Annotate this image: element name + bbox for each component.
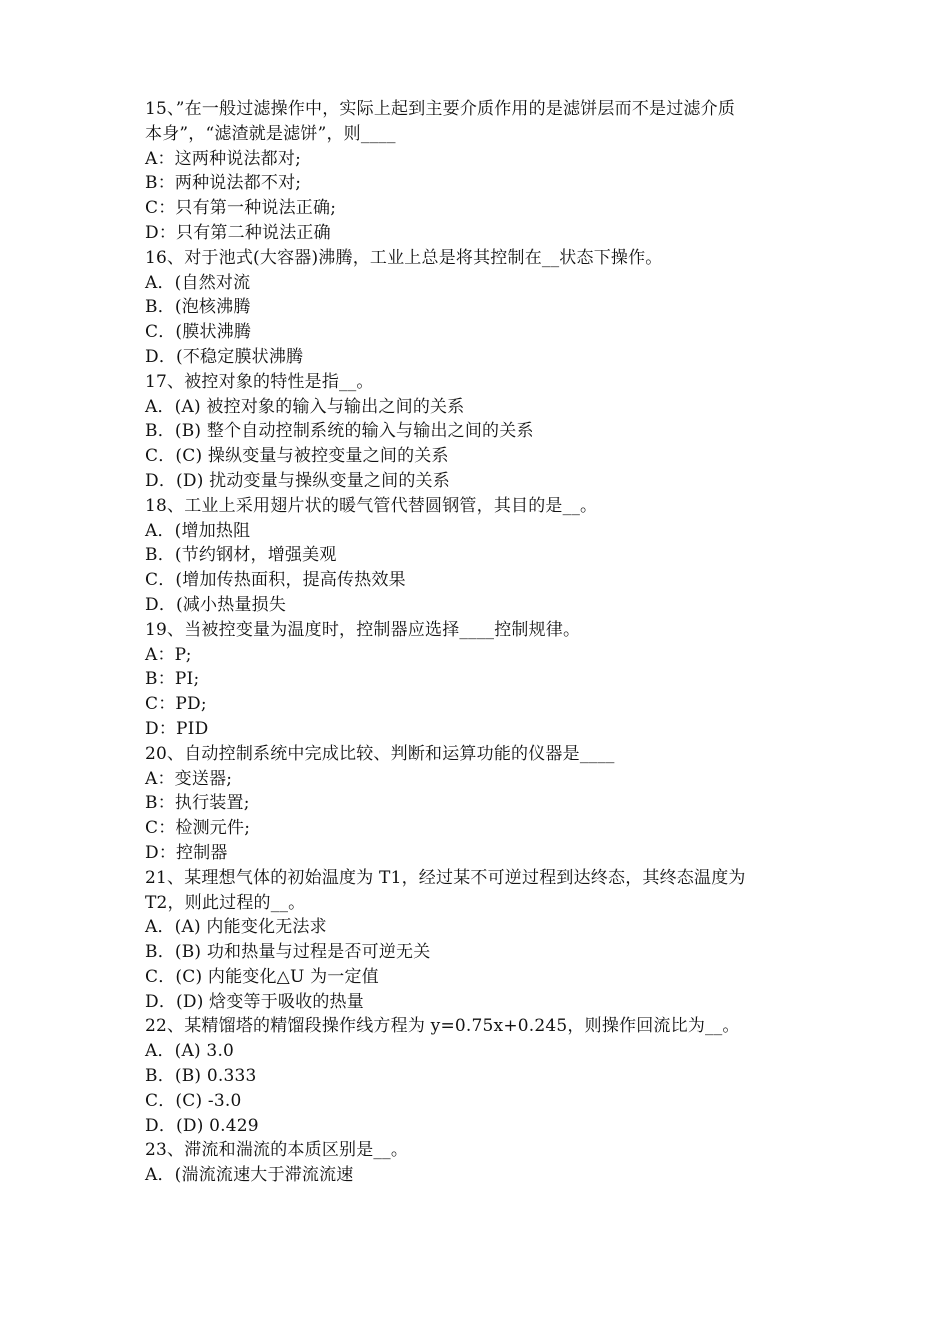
option-b: B：执行装置; (145, 793, 250, 814)
question-22 (145, 1014, 825, 1138)
question-text: T2，则此过程的__。 (145, 892, 306, 913)
option-c: C．(膜状沸腾 (145, 322, 252, 343)
option-b: B：PI; (145, 669, 200, 690)
question-16 (145, 246, 825, 370)
question-23 (145, 1138, 825, 1188)
question-text: 16、对于池式(大容器)沸腾，工业上总是将其控制在__状态下操作。 (145, 247, 663, 268)
option-c: C．(增加传热面积，提高传热效果 (145, 570, 406, 591)
question-text: 15、”在一般过滤操作中，实际上起到主要介质作用的是滤饼层而不是过滤介质 (145, 99, 736, 119)
question-17 (145, 370, 825, 494)
question-20 (145, 742, 825, 866)
option-b: B．(B) 整个自动控制系统的输入与输出之间的关系 (145, 421, 534, 442)
option-b: B：两种说法都不对; (145, 173, 302, 194)
option-d: D．(不稳定膜状沸腾 (145, 346, 304, 367)
option-a: A．(A) 内能变化无法求 (145, 917, 327, 938)
option-b: B．(节约钢材，增强美观 (145, 545, 337, 566)
option-c: C：检测元件; (145, 818, 251, 839)
question-15 (145, 97, 825, 246)
question-text: 20、自动控制系统中完成比较、判断和运算功能的仪器是____ (145, 743, 615, 764)
option-a: A．(自然对流 (145, 272, 251, 293)
option-d: D．(减小热量损失 (145, 594, 287, 615)
question-text: 18、工业上采用翅片状的暖气管代替圆钢管，其目的是__。 (145, 495, 598, 516)
option-a: A：P; (145, 644, 192, 665)
option-a: A．(增加热阻 (145, 520, 251, 541)
option-d: D．(D) 焓变等于吸收的热量 (145, 991, 364, 1012)
option-a: A．(A) 3.0 (145, 1041, 235, 1062)
option-d: D：PID (145, 718, 209, 739)
option-b: B．(泡核沸腾 (145, 297, 251, 318)
question-21 (145, 866, 825, 1015)
document-page (145, 97, 825, 1188)
option-d: D．(D) 扰动变量与操纵变量之间的关系 (145, 470, 450, 491)
option-a: A：变送器; (145, 768, 233, 789)
option-c: C．(C) 操纵变量与被控变量之间的关系 (145, 446, 449, 467)
option-a: A：这两种说法都对; (145, 148, 302, 169)
option-d: D．(D) 0.429 (145, 1115, 259, 1136)
option-d: D：控制器 (145, 842, 228, 863)
question-18 (145, 494, 825, 618)
option-b: B．(B) 功和热量与过程是否可逆无关 (145, 942, 431, 963)
option-a: A．(A) 被控对象的输入与输出之间的关系 (145, 396, 465, 417)
question-text: 21、某理想气体的初始温度为 T1，经过某不可逆过程到达终态，其终态温度为 (145, 867, 746, 888)
question-text: 22、某精馏塔的精馏段操作线方程为 y=0.75x+0.245，则操作回流比为__。 (145, 1016, 740, 1037)
option-c: C：只有第一种说法正确; (145, 198, 337, 219)
question-text: 17、被控对象的特性是指__。 (145, 371, 374, 392)
option-a: A．(湍流流速大于滞流流速 (145, 1165, 354, 1186)
question-19 (145, 618, 825, 742)
option-c: C．(C) 内能变化△U 为一定值 (145, 966, 379, 987)
option-c: C：PD; (145, 694, 207, 715)
option-d: D：只有第二种说法正确 (145, 222, 331, 243)
question-text: 23、滞流和湍流的本质区别是__。 (145, 1140, 409, 1161)
question-text: 19、当被控变量为温度时，控制器应选择____控制规律。 (145, 619, 581, 640)
option-b: B．(B) 0.333 (145, 1066, 257, 1087)
option-c: C．(C) -3.0 (145, 1090, 242, 1111)
question-text: 本身”，“滤渣就是滤饼”，则____ (145, 123, 396, 144)
